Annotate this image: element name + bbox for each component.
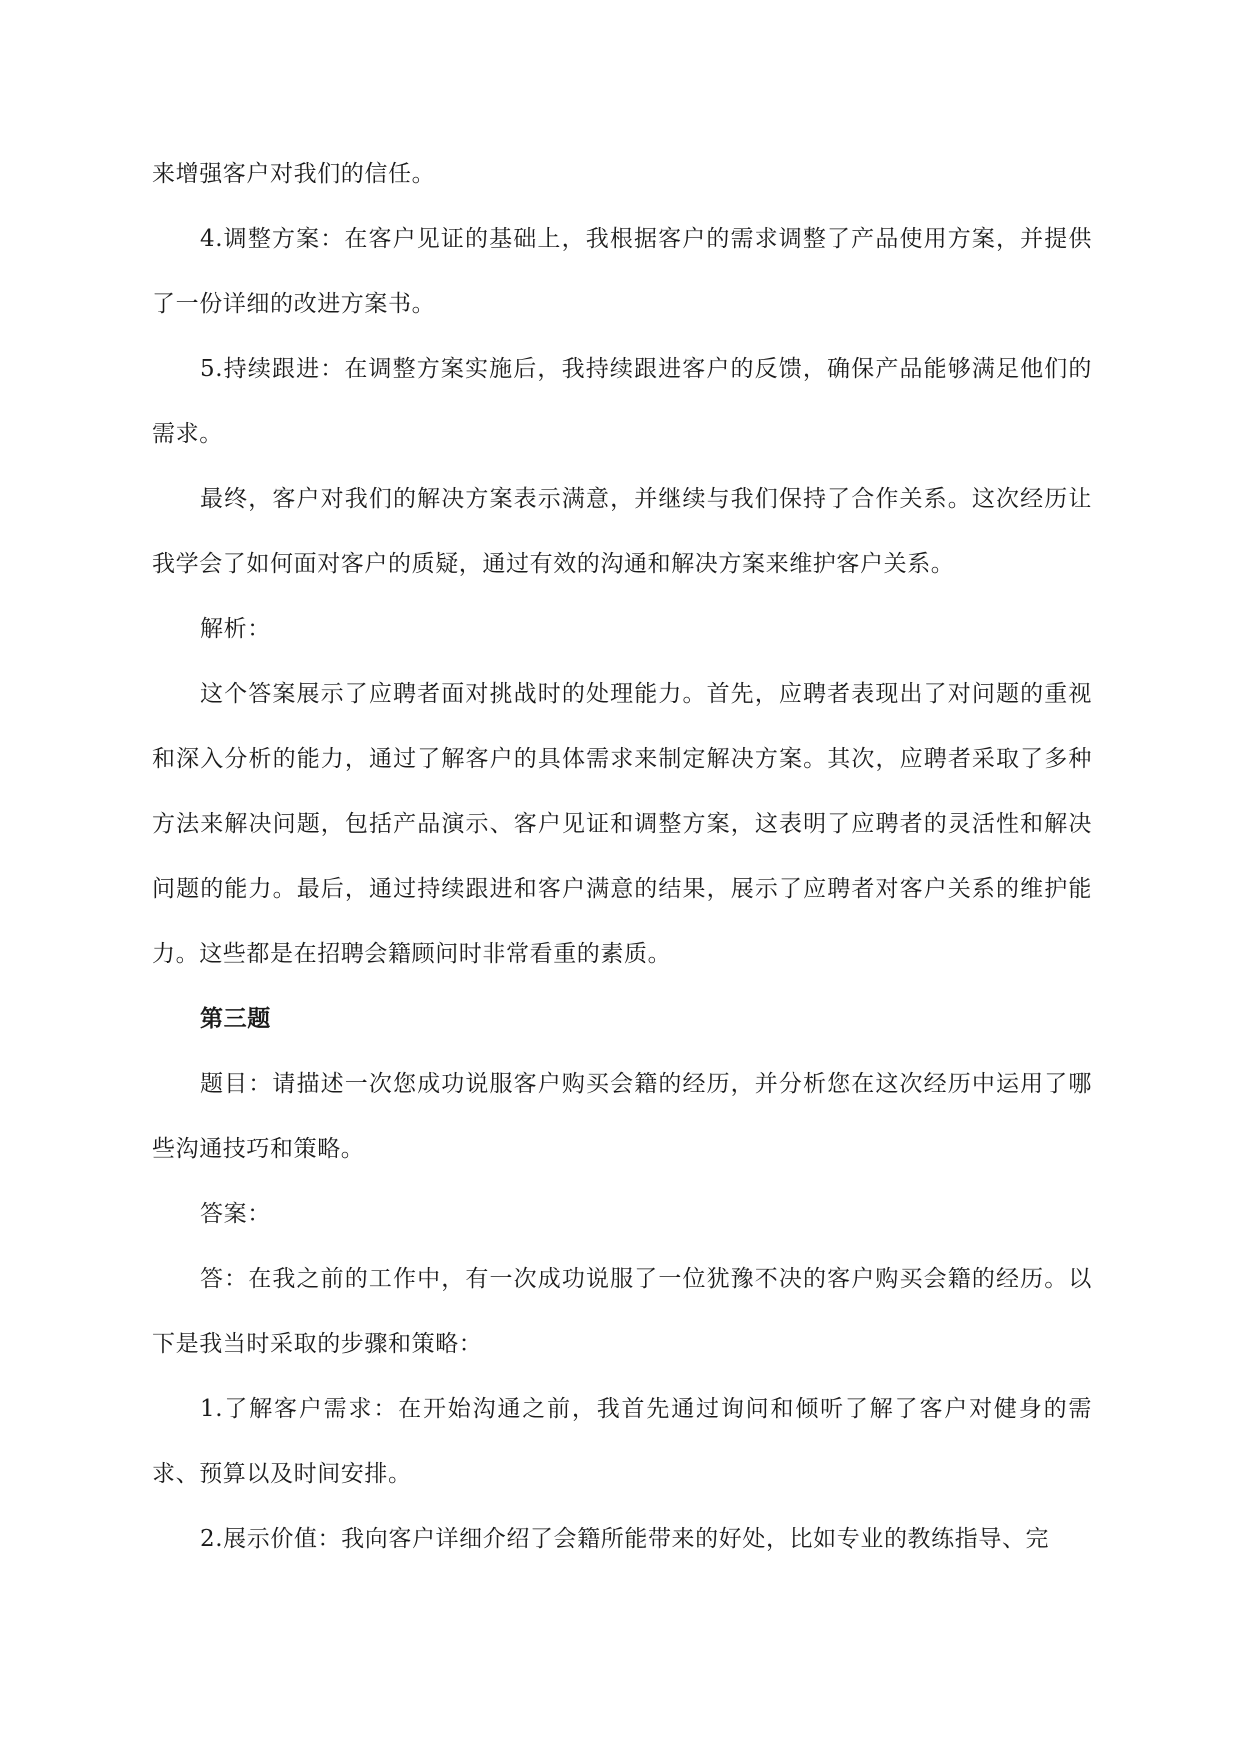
section-heading: 第三题 [200,1006,271,1032]
paragraph-continuation: 来增强客户对我们的信任。 [152,161,436,187]
paragraph-step-1: 1.了解客户需求：在开始沟通之前，我首先通过询问和倾听了解了客户对健身的需求、预算以及时间安排。 [152,1396,1092,1487]
paragraph-conclusion: 最终，客户对我们的解决方案表示满意，并继续与我们保持了合作关系。这次经历让我学会了如何面对客户的质疑，通过有效的沟通和解决方案来维护客户关系。 [152,486,1092,577]
paragraph-step-4: 4.调整方案：在客户见证的基础上，我根据客户的需求调整了产品使用方案，并提供了一份详细的改进方案书。 [152,226,1092,317]
paragraph-question: 题目：请描述一次您成功说服客户购买会籍的经历，并分析您在这次经历中运用了哪些沟通技巧和策略。 [152,1071,1092,1162]
paragraph-answer-label: 答案： [200,1201,271,1227]
paragraph-analysis: 这个答案展示了应聘者面对挑战时的处理能力。首先，应聘者表现出了对问题的重视和深入分析的能力，通过了解客户的具体需求来制定解决方案。其次，应聘者采取了多种方法来解决问题，包括产品演示、客户见证和调整方案，这表明了应聘者的灵活性和解决问题的能力。最后，通过持续跟进和客户满意的结果，展示了应聘者对客户关系的维护能力。这些都是在招聘会籍顾问时非常看重的素质。 [152,681,1092,967]
paragraph-step-2: 2.展示价值：我向客户详细介绍了会籍所能带来的好处，比如专业的教练指导、完 [200,1526,1050,1552]
paragraph-answer: 答：在我之前的工作中，有一次成功说服了一位犹豫不决的客户购买会籍的经历。以下是我当时采取的步骤和策略： [152,1266,1092,1357]
paragraph-step-5: 5.持续跟进：在调整方案实施后，我持续跟进客户的反馈，确保产品能够满足他们的需求。 [152,356,1092,447]
document-body [152,142,1092,1572]
paragraph-analysis-label: 解析： [200,616,271,642]
